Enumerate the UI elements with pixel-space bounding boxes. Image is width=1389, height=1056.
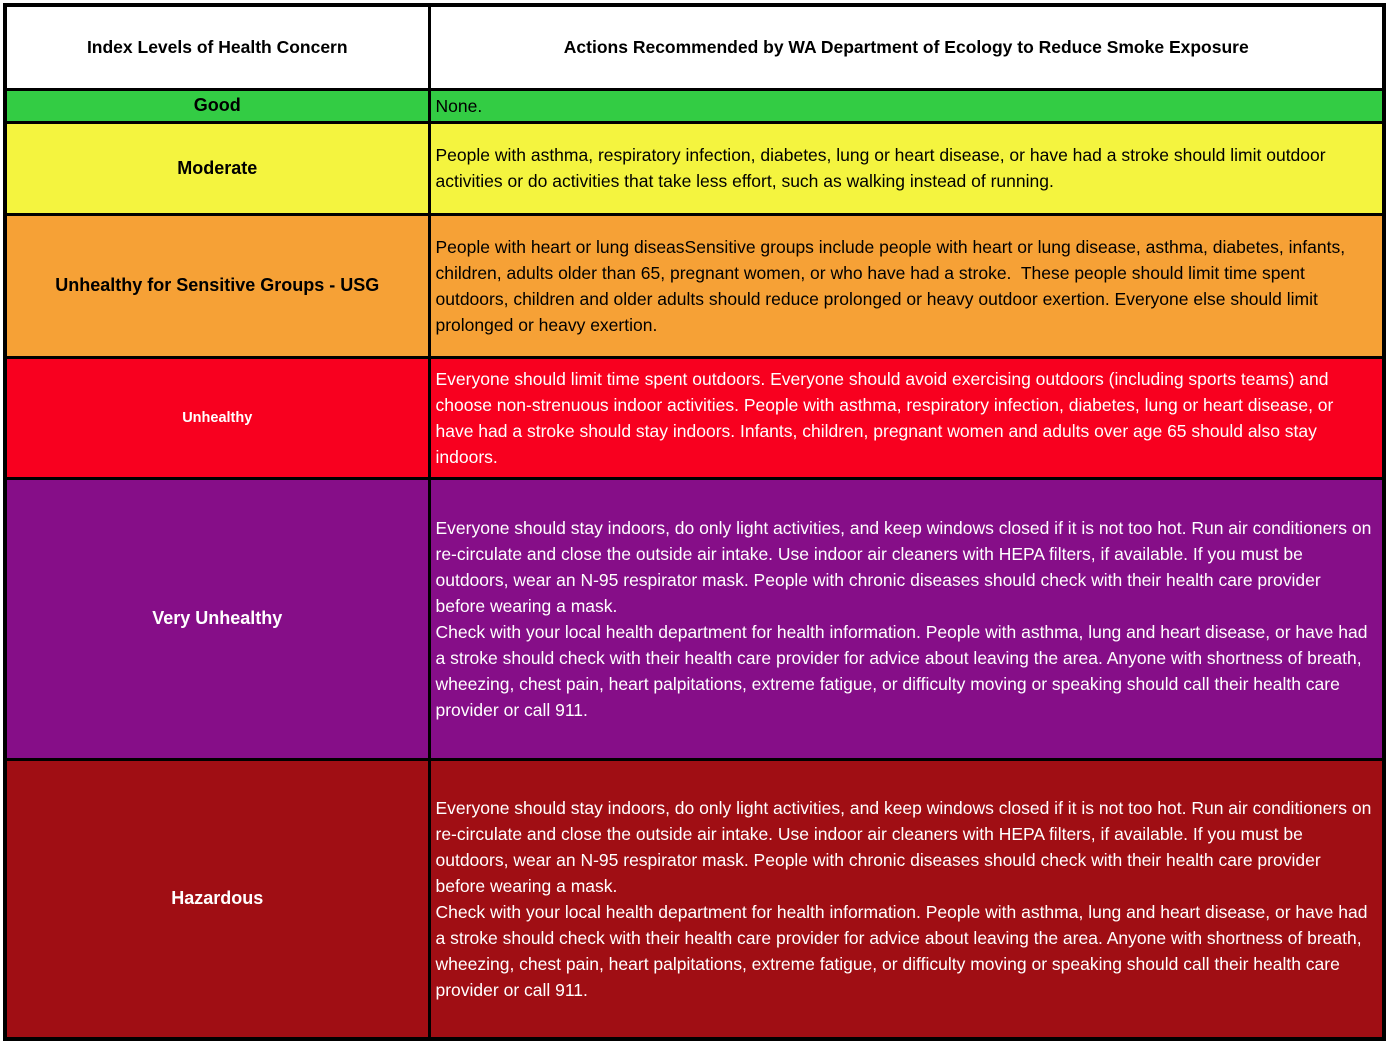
aqi-table xyxy=(3,3,1386,1041)
row-moderate xyxy=(5,122,1384,214)
level-label-moderate: Moderate xyxy=(5,122,429,214)
action-text: Check with your local health department for health information. People with asthma, lung and heart disease, or have had a stroke should check with their health care provider for advice about leaving the area. Anyone with shortness of breath, wheezing, chest pain, heart palpitations, extreme fatigue, or difficulty moving or speaking should call their health care provider or call 911. xyxy=(435,901,1368,1000)
action-text: People with heart or lung diseasSensitive groups include people with heart or lung disease, asthma, diabetes, infants, children, adults older than 65, pregnant women, or who have had a stroke. These people should limit time spent outdoors, children and older adults should reduce prolonged or heavy outdoor exertion. Everyone else should limit prolonged or heavy exertion. xyxy=(435,236,1346,335)
action-cell-moderate xyxy=(429,122,1384,214)
action-text: Everyone should stay indoors, do only light activities, and keep windows closed if it is not too hot. Run air conditioners on re-circulate and close the outside air intake. Use indoor air cleaners with HEPA filters, if available. If you must be outdoors, wear an N-95 respirator mask. People with chronic diseases should check with their health care provider before wearing a mask. xyxy=(435,517,1372,616)
row-unhealthy-sensitive-groups xyxy=(5,214,1384,357)
row-unhealthy xyxy=(5,357,1384,478)
level-label-good: Good xyxy=(5,89,429,122)
row-very-unhealthy xyxy=(5,478,1384,759)
action-cell-very-unhealthy xyxy=(429,478,1384,759)
level-label-usg: Unhealthy for Sensitive Groups - USG xyxy=(5,214,429,357)
level-label-unhealthy: Unhealthy xyxy=(5,357,429,478)
header-row xyxy=(5,5,1384,89)
action-cell-hazardous xyxy=(429,759,1384,1039)
header-actions: Actions Recommended by WA Department of Ecology to Reduce Smoke Exposure xyxy=(429,5,1384,89)
header-index-levels: Index Levels of Health Concern xyxy=(5,5,429,89)
row-hazardous xyxy=(5,759,1384,1039)
action-text: None. xyxy=(435,95,483,116)
action-cell-unhealthy xyxy=(429,357,1384,478)
action-text: Everyone should stay indoors, do only light activities, and keep windows closed if it is not too hot. Run air conditioners on re-circulate and close the outside air intake. Use indoor air cleaners with HEPA filters, if available. If you must be outdoors, wear an N-95 respirator mask. People with chronic diseases should check with their health care provider before wearing a mask. xyxy=(435,797,1372,896)
action-text: Check with your local health department for health information. People with asthma, lung and heart disease, or have had a stroke should check with their health care provider for advice about leaving the area. Anyone with shortness of breath, wheezing, chest pain, heart palpitations, extreme fatigue, or difficulty moving or speaking should call their health care provider or call 911. xyxy=(435,621,1368,720)
action-text: Everyone should limit time spent outdoors. Everyone should avoid exercising outdoors (including sports teams) and choose non-strenuous indoor activities. People with asthma, respiratory infection, diabetes, lung or heart disease, or have had a stroke should stay indoors. Infants, children, pregnant women and adults over age 65 should also stay indoors. xyxy=(435,368,1334,467)
action-text: People with asthma, respiratory infection, diabetes, lung or heart disease, or have had a stroke should limit outdoor activities or do activities that take less effort, such as walking instead of running. xyxy=(435,145,1326,191)
row-good xyxy=(5,89,1384,122)
action-cell-good xyxy=(429,89,1384,122)
level-label-hazardous: Hazardous xyxy=(5,759,429,1039)
action-cell-usg xyxy=(429,214,1384,357)
level-label-very-unhealthy: Very Unhealthy xyxy=(5,478,429,759)
